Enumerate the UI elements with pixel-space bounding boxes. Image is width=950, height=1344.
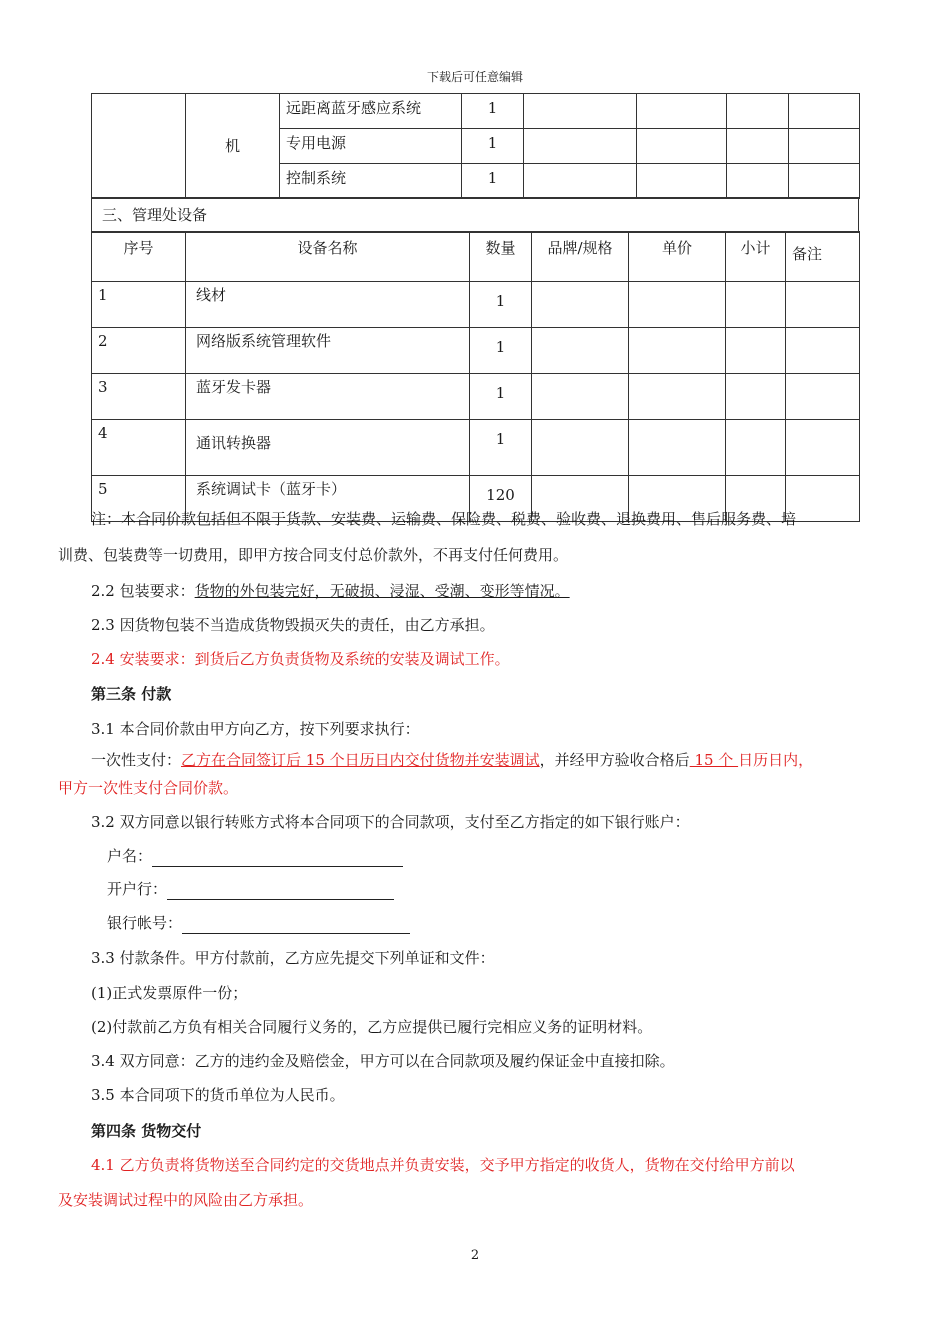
bank-branch-field[interactable] — [167, 881, 394, 900]
equipment-table-continued — [91, 93, 860, 199]
payment-days-unit: 日历日内， — [738, 751, 814, 769]
row-qty: 1 — [470, 282, 532, 328]
row-qty: 1 — [470, 374, 532, 420]
bank-branch-label: 开户行： — [107, 880, 168, 898]
row-name: 系统调试卡（蓝牙卡） — [186, 476, 470, 522]
account-number-label: 银行帐号： — [107, 914, 183, 932]
bank-account-number — [107, 912, 410, 934]
clause-2-2-text: 货物的外包装完好，无破损、浸湿、受潮、变形等情况。 — [194, 582, 570, 600]
item-name: 远距离蓝牙感应系统 — [280, 94, 462, 129]
row-no: 4 — [92, 420, 186, 476]
header-qty: 数量 — [470, 232, 532, 282]
table-row — [92, 282, 860, 328]
clause-2-3: 2.3 因货物包装不当造成货物毁损灭失的责任，由乙方承担。 — [91, 616, 495, 634]
clause-2-4: 2.4 安装要求：到货后乙方负责货物及系统的安装及调试工作。 — [91, 650, 510, 668]
row-no: 1 — [92, 282, 186, 328]
header-no: 序号 — [92, 232, 186, 282]
row-name: 蓝牙发卡器 — [186, 374, 470, 420]
mgmt-equipment-table — [91, 231, 860, 522]
bank-account-name — [107, 845, 403, 867]
section-title: 三、管理处设备 — [92, 198, 859, 233]
row-name: 网络版系统管理软件 — [186, 328, 470, 374]
clause-4-1-line-1: 4.1 乙方负责将货物送至合同约定的交货地点并负责安装，交予甲方指定的收货人，货物在交付给甲方前以 — [91, 1156, 795, 1174]
clause-3-1: 3.1 本合同价款由甲方向乙方，按下列要求执行： — [91, 720, 420, 738]
clause-2-2 — [91, 580, 570, 602]
payment-mid: ，并经甲方验收合格后 — [539, 751, 690, 769]
table-row — [92, 420, 860, 476]
header-remark: 备注 — [786, 232, 860, 282]
condition-item-2: (2)付款前乙方负有相关合同履行义务的，乙方应提供已履行完相应义务的证明材料。 — [91, 1018, 653, 1036]
table-row — [92, 94, 860, 129]
item-name: 控制系统 — [280, 164, 462, 199]
note-line-1: 注：本合同价款包括但不限于货款、安装费、运输费、保险费、税费、验收费、退换费用、售后服务费、培 — [91, 510, 797, 528]
account-number-field[interactable] — [182, 915, 410, 934]
clause-3-2: 3.2 双方同意以银行转账方式将本合同项下的合同款项，支付至乙方指定的如下银行账户： — [91, 813, 690, 831]
header-subtotal: 小计 — [726, 232, 786, 282]
header-note: 下载后可任意编辑 — [426, 70, 523, 84]
clause-4-1-line-2: 及安装调试过程中的风险由乙方承担。 — [58, 1191, 314, 1209]
item-qty: 1 — [462, 94, 524, 129]
row-qty: 1 — [470, 328, 532, 374]
group-label: 机 — [186, 94, 280, 199]
table-row — [92, 328, 860, 374]
row-no: 5 — [92, 476, 186, 522]
clause-3-5: 3.5 本合同项下的货币单位为人民币。 — [91, 1086, 345, 1104]
table-header-row — [92, 232, 860, 282]
account-name-label: 户名： — [107, 847, 153, 865]
header-brand: 品牌/规格 — [532, 232, 629, 282]
account-name-field[interactable] — [152, 848, 403, 867]
payment-terms: 乙方在合同签订后 15 个日历日内交付货物并安装调试 — [181, 751, 540, 769]
article-3-title: 第三条 付款 — [91, 685, 172, 703]
row-no: 2 — [92, 328, 186, 374]
article-4-title: 第四条 货物交付 — [91, 1122, 202, 1140]
payment-line-2: 甲方一次性支付合同价款。 — [58, 779, 239, 797]
payment-days: 15 个 — [689, 751, 739, 769]
page-number: 2 — [470, 1248, 480, 1263]
header-price: 单价 — [629, 232, 726, 282]
table-row — [92, 374, 860, 420]
note-line-2: 训费、包装费等一切费用，即甲方按合同支付总价款外，不再支付任何费用。 — [58, 546, 569, 564]
row-qty: 120 — [470, 476, 532, 522]
condition-item-1: (1)正式发票原件一份； — [91, 984, 248, 1002]
row-no: 3 — [92, 374, 186, 420]
item-qty: 1 — [462, 164, 524, 199]
row-name: 线材 — [186, 282, 470, 328]
header-name: 设备名称 — [186, 232, 470, 282]
clause-3-4: 3.4 双方同意：乙方的违约金及赔偿金，甲方可以在合同款项及履约保证金中直接扣除。 — [91, 1052, 675, 1070]
row-name: 通讯转换器 — [186, 420, 470, 476]
payment-line-1 — [91, 749, 813, 771]
clause-2-2-label: 2.2 包装要求： — [91, 582, 195, 600]
clause-3-3: 3.3 付款条件。甲方付款前，乙方应先提交下列单证和文件： — [91, 949, 495, 967]
item-qty: 1 — [462, 129, 524, 164]
item-name: 专用电源 — [280, 129, 462, 164]
row-qty: 1 — [470, 420, 532, 476]
payment-label: 一次性支付： — [91, 751, 182, 769]
section-title-row — [91, 197, 859, 233]
bank-branch — [107, 878, 394, 900]
